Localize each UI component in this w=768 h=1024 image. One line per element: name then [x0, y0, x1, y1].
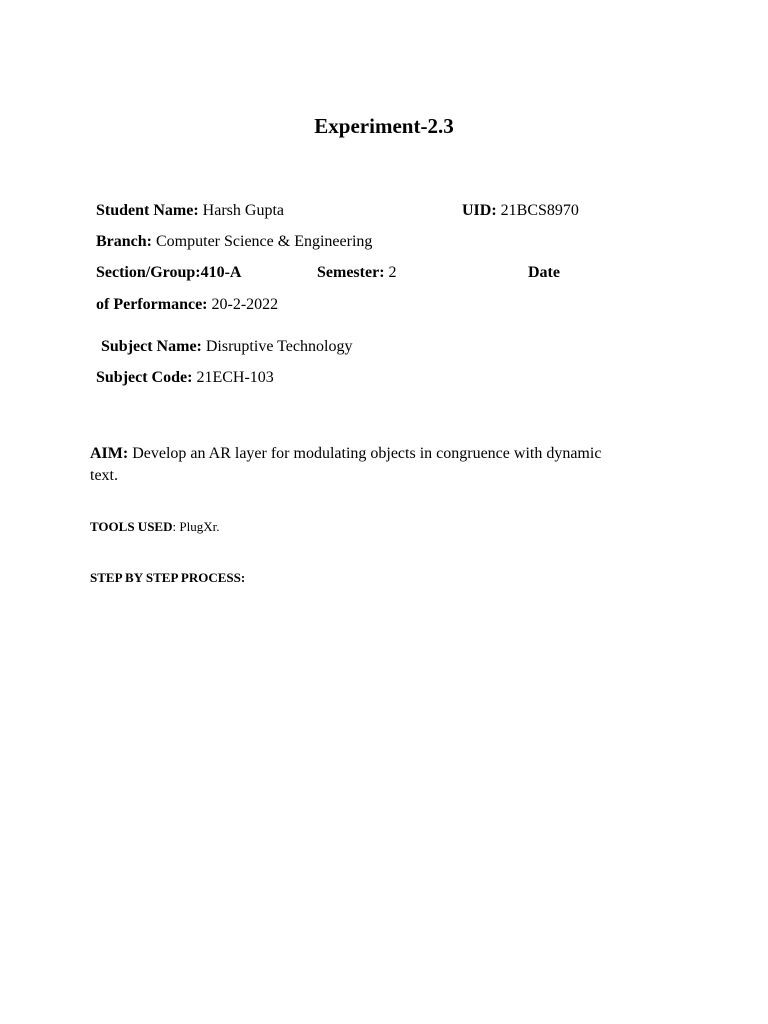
uid-value: 21BCS8970	[496, 202, 579, 219]
aim-label: AIM:	[90, 445, 129, 462]
subject-name-value: Disruptive Technology	[201, 338, 353, 355]
tools-row	[90, 518, 219, 536]
page-title: Experiment-2.3	[314, 114, 454, 138]
performance-value: 20-2-2022	[207, 296, 279, 313]
student-name-label: Student Name:	[96, 202, 199, 219]
step-heading: STEP BY STEP PROCESS:	[90, 570, 246, 585]
date-label: Date	[528, 264, 560, 281]
semester-value: 2	[384, 264, 397, 281]
performance-row	[96, 295, 278, 315]
tools-label: TOOLS USED	[90, 519, 173, 534]
tools-value: : PlugXr.	[172, 519, 220, 534]
aim-value-line1: Develop an AR layer for modulating objects in congruence with dynamic	[128, 445, 602, 462]
subject-name-row	[101, 337, 352, 357]
subject-name-label: Subject Name:	[101, 338, 202, 355]
subject-code-row	[96, 368, 274, 388]
uid-label: UID:	[462, 202, 497, 219]
uid-row	[462, 201, 579, 221]
student-name-row	[96, 201, 284, 221]
subject-code-value: 21ECH-103	[192, 369, 274, 386]
semester-row	[317, 263, 397, 283]
aim-value-line2: text.	[90, 467, 118, 484]
semester-label: Semester:	[317, 264, 385, 281]
branch-value: Computer Science & Engineering	[152, 233, 373, 250]
section-group: Section/Group:410-A	[96, 264, 242, 281]
subject-code-label: Subject Code:	[96, 369, 193, 386]
branch-label: Branch:	[96, 233, 152, 250]
performance-label: of Performance:	[96, 296, 208, 313]
aim-row	[90, 444, 601, 464]
student-name-value: Harsh Gupta	[198, 202, 284, 219]
branch-row	[96, 232, 372, 252]
